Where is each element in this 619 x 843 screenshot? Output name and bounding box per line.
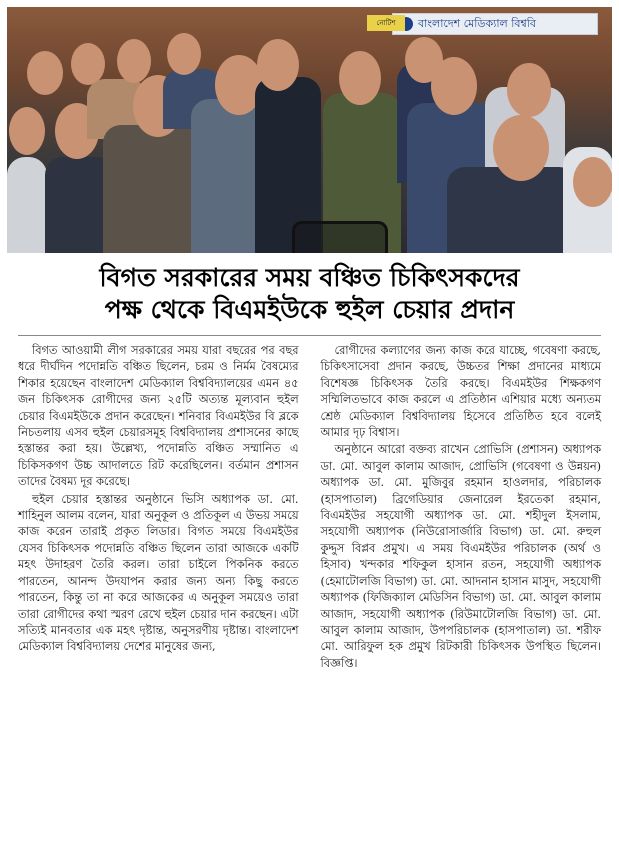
wheelchair	[292, 221, 388, 253]
head-left-edge	[9, 107, 45, 155]
headline-divider	[18, 335, 601, 336]
university-wall-sign	[392, 13, 598, 35]
head-front-right	[493, 115, 549, 181]
article-paragraph: বিগত আওয়ামী লীগ সরকারের সময় যারা বছরের পর বছর ধরে দীর্ঘদিন পদোন্নতি বঞ্চিত ছিলেন, চরম ও নির্মম বৈষম্যের শিকার হয়েছেন বাংলাদেশ মেডিক্যাল বিশ্ববিদ্যালয়ের এমন ৪৫ জন চিকিৎসক রোগীদের জন্য ২৫টি অত্যন্ত মূল্যবান হুইল চেয়ার বিএমইউকে প্রদান করেছেন। শনিবার বিএমইউর বি ব্লকে নিচতলায় এসব হুইল চেয়ারসমূহ বিশ্ববিদ্যালয় প্রশাসনের কাছে হস্তান্তর করা হয়। উল্লেখ্য, পদোন্নতি বঞ্চিত সম্মানিত এ চিকিসকগণ উচ্চ আদালতে রিট করেছিলেন। বর্তমান প্রশাসন তাদের বৈষম্য দূর করেছে।	[18, 344, 299, 489]
article-column-left	[18, 343, 299, 833]
head-back-6	[507, 63, 551, 117]
headline-line-2: পক্ষ থেকে বিএমইউকে হুইল চেয়ার প্রদান	[104, 295, 515, 324]
notice-board: নোটিশ	[367, 15, 405, 31]
person-front-right	[447, 167, 577, 253]
article-paragraph: হুইল চেয়ার হস্তান্তর অনুষ্ঠানে ভিসি অধ্যাপক ডা. মো. শাহিনুল আলম বলেন, যারা অনুকূল ও প্রতিকূল এ উভয় সময়ে কাজ করেন তারাই প্রকৃত লিডার। বিগত সময়ে বিএমইউর যেসব চিকিৎসক পদোন্নতি বঞ্চিত ছিলেন তারা আজকে একটি মহৎ উদাহরণ তৈরি করল। তারা চাইলে পিকনিক করতে পারতেন, আনন্দ উদযাপন করার জন্য অন্য কিছু করতে পারতেন, কিন্তু তা না করে আজকের এ অনুকূল সময়েও তারা তারা রোগীদের কথা স্মরণ রেখে হুইল চেয়ার দান করছেন। এটা সত্যিই মানবতার এক মহৎ দৃষ্টান্ত, অনুসরণীয় দৃষ্টান্ত। বাংলাদেশ মেডিক্যাল বিশ্ববিদ্যালয় দেশের মানুষের জন্য,	[18, 492, 299, 654]
head-back-3	[117, 39, 151, 83]
head-checked-jacket	[431, 57, 477, 115]
article-body	[18, 343, 601, 833]
article-column-right	[321, 343, 602, 833]
head-right-edge	[573, 157, 612, 207]
head-army-officer	[339, 51, 381, 105]
wall-sign-text: বাংলাদেশ মেডিক্যাল বিশ্ববি	[418, 16, 537, 30]
article-paragraph: রোগীদের কল্যাণের জন্য কাজ করে যাচ্ছে, গবেষণা করছে, চিকিৎসাসেবা প্রদান করছে, উচ্চতর শিক্ষা প্রদানের মাধ্যমে বিশেষজ্ঞ চিকিৎসক তৈরি করছে। বিএমইউর শিক্ষকগণ সম্মিলিতভাবে কাজ করলে এ প্রতিষ্ঠান এশিয়ার মধ্যে অন্যতম শ্রেষ্ঠ মেডিক্যাল বিশ্ববিদ্যালয় হিসেবে প্রতিষ্ঠিত হবে বলেই আমার দৃঢ় বিশ্বাস।	[320, 344, 601, 440]
article-paragraph: অনুষ্ঠানে আরো বক্তব্য রাখেন প্রোভিসি (প্রশাসন) অধ্যাপক ডা. মো. আবুল কালাম আজাদ, প্রোভিসি (গবেষণা ও উন্নয়ন) অধ্যাপক ডা. মো. মুজিবুর রহমান হাওলদার, পরিচালক (হাসপাতাল) ব্রিগেডিয়ার জেনারেল ইরতেকা রহমান, বিএমইউর সহযোগী অধ্যাপক ডা. মো. শহীদুল ইসলাম, সহযোগী অধ্যাপক (নিউরোসার্জারি বিভাগ) ডা. মো. রুহুল কুদ্দুস বিপ্লব প্রমুখ। এ সময় বিএমইউর পরিচালক (অর্থ ও হিসাব) খন্দকার শফিকুল হাসান রতন, সহযোগী অধ্যাপক (হেমাটোলজি বিভাগ) ডা. মো. আদনান হাসান মাসুদ, সহযোগী অধ্যাপক (ফিজিক্যাল মেডিসিন বিভাগ) ডা. মো. আবুল কালাম আজাদ, সহযোগী অধ্যাপক (রিউমাটোলজি বিভাগ) ডা. মো. আবুল কালাম আজাদ, উপপরিচালক (হাসপাতাল) ডা. শরীফ মো. আরিফুল হক প্রমুখ রিটকারী চিকিৎসক উপস্থিত ছিলেন। বিজ্ঞপ্তি।	[320, 443, 601, 670]
news-photo	[7, 7, 612, 253]
head-dark-suit	[257, 39, 299, 91]
headline	[0, 262, 619, 326]
headline-line-1: বিগত সরকারের সময় বঞ্চিত চিকিৎসকদের	[99, 263, 520, 292]
head-back-4	[167, 33, 201, 75]
head-back-1	[27, 51, 63, 95]
person-left-edge	[7, 157, 47, 253]
